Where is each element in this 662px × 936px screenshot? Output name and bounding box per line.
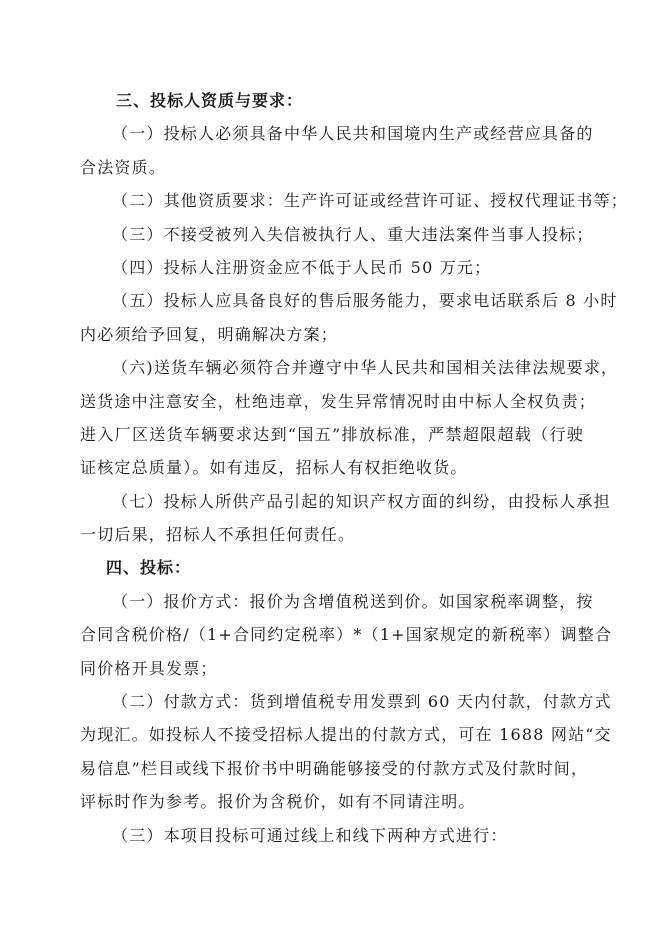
document-page (80, 84, 629, 852)
paragraph-line: 合法资质。 (80, 157, 167, 177)
paragraph-item-6 (80, 351, 619, 485)
paragraph-line: 内必须给予回复，明确解决方案； (80, 324, 339, 344)
paragraph-line: 证核定总质量）。如有违反，招标人有权拒绝收货。 (80, 458, 468, 478)
paragraph-line: （一）报价方式：报价为含增值税送到价。如国家税率调整，按 (112, 591, 594, 611)
paragraph-line: 合同含税价格/（1+合同约定税率）*（1+国家规定的新税率）调整合 (80, 625, 613, 645)
paragraph-bidding-channels (80, 819, 584, 852)
paragraph-line: （五）投标人应具备良好的售后服务能力，要求电话联系后 8 小时 (112, 291, 618, 311)
paragraph-line: （四）投标人注册资金应不低于人民币 50 万元； (112, 257, 492, 277)
paragraph-line: （六)送货车辆必须符合并遵守中华人民共和国相关法律法规要求， (112, 358, 619, 378)
section-heading-bidding: 四、投标： (106, 558, 192, 578)
paragraph-line: （三）不接受被列入失信被执行人、重大违法案件当事人投标； (112, 224, 594, 244)
paragraph-quote-method (80, 585, 613, 685)
paragraph-line: （三）本项目投标可通过线上和线下两种方式进行： (112, 825, 508, 845)
paragraph-item-7 (80, 485, 611, 552)
paragraph-line: 进入厂区送货车辆要求达到“国五”排放标准，严禁超限超载（行驶 (80, 424, 584, 444)
paragraph-line: （七）投标人所供产品引起的知识产权方面的纠纷，由投标人承担 (112, 491, 611, 511)
paragraph-line: （一）投标人必须具备中华人民共和国境内生产或经营应具备的 (112, 124, 594, 144)
paragraph-line: （二）付款方式：货到增值税专用发票到 60 天内付款，付款方式 (112, 692, 612, 712)
paragraph-line: 同价格开具发票； (80, 658, 218, 678)
paragraph-payment-method (80, 685, 612, 819)
paragraph-line: 评标时作为参考。报价为含税价，如有不同请注明。 (80, 792, 476, 812)
section-heading-qualifications: 三、投标人资质与要求： (116, 91, 304, 110)
paragraph-line: 送货途中注意安全，杜绝违章，发生异常情况时由中标人全权负责； (80, 391, 597, 411)
paragraph-item-5 (80, 284, 618, 351)
paragraph-line: 一切后果，招标人不承担任何责任。 (80, 525, 356, 545)
paragraph-item-1 (80, 117, 594, 184)
paragraph-line: 易信息”栏目或线下报价书中明确能够接受的付款方式及付款时间， (80, 758, 589, 778)
paragraph-line: （二）其他资质要求：生产许可证或经营许可证、授权代理证书等； (112, 191, 629, 211)
paragraph-item-3 (80, 218, 594, 251)
paragraph-line: 为现汇。如投标人不接受招标人提出的付款方式，可在 1688 网站“交 (80, 725, 612, 745)
paragraph-item-2 (80, 184, 629, 217)
paragraph-item-4 (80, 251, 584, 284)
